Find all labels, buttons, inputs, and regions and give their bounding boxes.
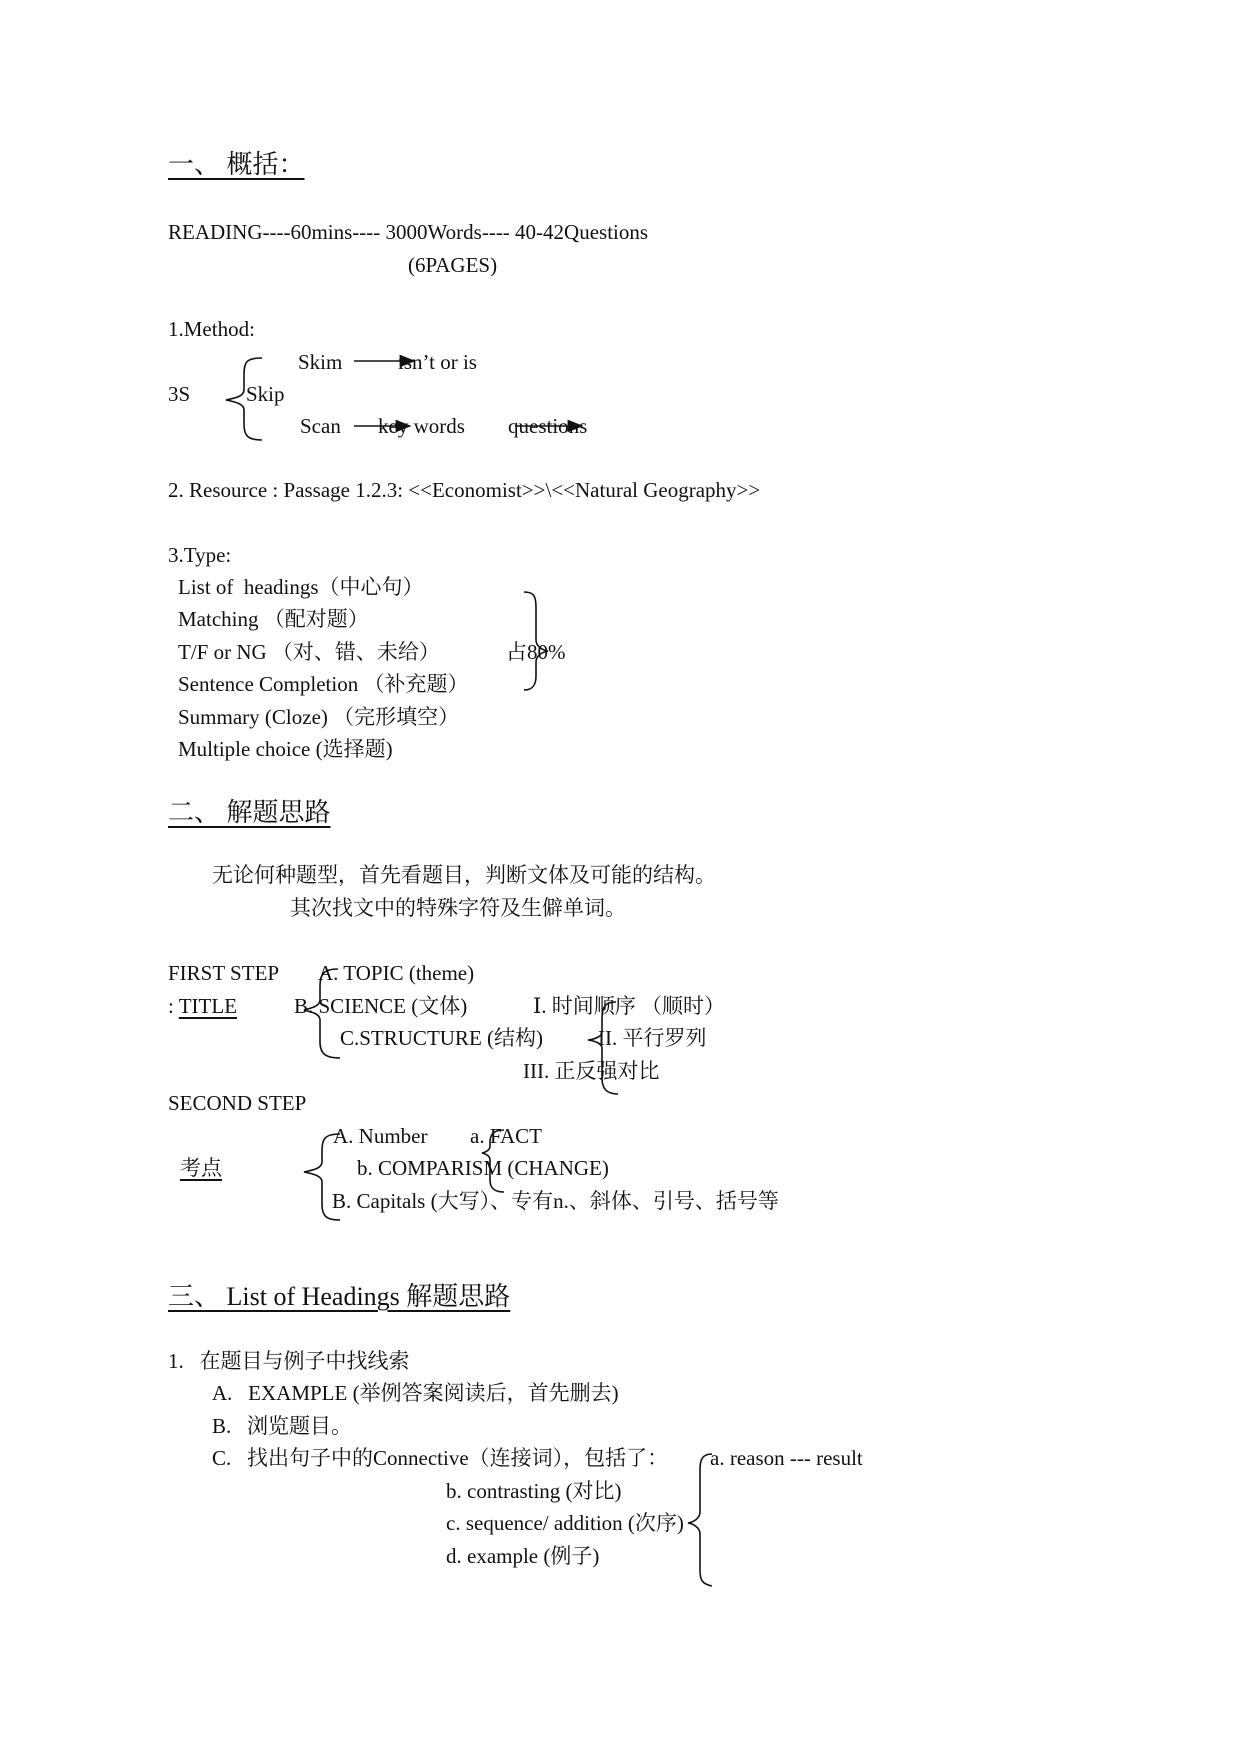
first-step-science: B. SCIENCE (文体) [294, 994, 468, 1018]
section2-intro-line2: 其次找文中的特殊字符及生僻单词。 [290, 896, 626, 920]
section3-item-c: C. 找出句子中的Connective（连接词），包括了： [212, 1446, 669, 1470]
section2-intro-line1: 无论何种题型，首先看题目，判断文体及可能的结构。 [212, 863, 716, 887]
type-item: Sentence Completion （补充题） [178, 672, 469, 696]
first-step-title-label [168, 994, 237, 1018]
type-item: List of headings（中心句） [178, 575, 424, 599]
connective-item: a. reason --- result [710, 1446, 863, 1470]
method-skip: Skip [246, 382, 285, 406]
kaodian-label: 考点 [180, 1156, 222, 1180]
method-3s-label: 3S [168, 382, 191, 406]
section2-heading: 二、 解题思路 [168, 798, 331, 827]
section3-item1: 1. 在题目与例子中找线索 [168, 1349, 410, 1373]
second-step-label: SECOND STEP [168, 1091, 307, 1115]
second-step-comparism: b. COMPARISM (CHANGE) [357, 1156, 609, 1180]
connective-item: b. contrasting (对比) [446, 1479, 622, 1503]
type-title: 3.Type: [168, 543, 232, 567]
connectives-brace [688, 1454, 712, 1586]
reading-summary-line: READING----60mins---- 3000Words---- 40-42Questions [168, 220, 649, 244]
section1-heading: 一、 概括： [168, 150, 305, 179]
first-step-label: FIRST STEP [168, 961, 280, 985]
section3-item-a: A. EXAMPLE (举例答案阅读后，首先删去) [212, 1381, 619, 1405]
connective-item: c. sequence/ addition (次序) [446, 1511, 684, 1535]
section3-item-b: B. 浏览题目。 [212, 1414, 353, 1438]
method-skim-result: isn’t or is [398, 350, 477, 374]
resource-line: 2. Resource : Passage 1.2.3: <<Economist>>\<<Natural Geography>> [168, 478, 761, 502]
section3-heading: 三、 List of Headings 解题思路 [168, 1282, 511, 1311]
structure-option: Ⅰ. 时间顺序 （顺时） [533, 994, 726, 1018]
second-step-capitals: B. Capitals (大写）、专有n.、斜体、引号、括号等 [332, 1189, 779, 1213]
structure-option: III. 正反强对比 [523, 1059, 660, 1083]
method-scan: Scan [300, 414, 341, 438]
first-step-title-prefix: : [168, 994, 179, 1018]
type-percent-note: 占80% [506, 640, 566, 664]
type-item: Summary (Cloze) （完形填空） [178, 705, 460, 729]
second-step-number: A. Number [333, 1124, 428, 1148]
pages-note: (6PAGES) [408, 253, 498, 277]
method-skim: Skim [298, 350, 343, 374]
type-item: T/F or NG （对、错、未给） [178, 640, 440, 664]
method-title: 1.Method: [168, 317, 255, 341]
structure-option: II. 平行罗列 [598, 1026, 707, 1050]
connective-item: d. example (例子) [446, 1544, 600, 1568]
first-step-title-text: TITLE [178, 994, 238, 1018]
type-item: Multiple choice (选择题) [178, 737, 393, 761]
type-item: Matching （配对题） [178, 607, 369, 631]
method-scan-keywords: key words [378, 414, 465, 438]
first-step-topic: A. TOPIC (theme) [318, 961, 475, 985]
method-scan-questions: questions [508, 414, 588, 438]
second-step-fact: a. FACT [470, 1124, 542, 1148]
first-step-structure: C.STRUCTURE (结构) [340, 1026, 544, 1050]
